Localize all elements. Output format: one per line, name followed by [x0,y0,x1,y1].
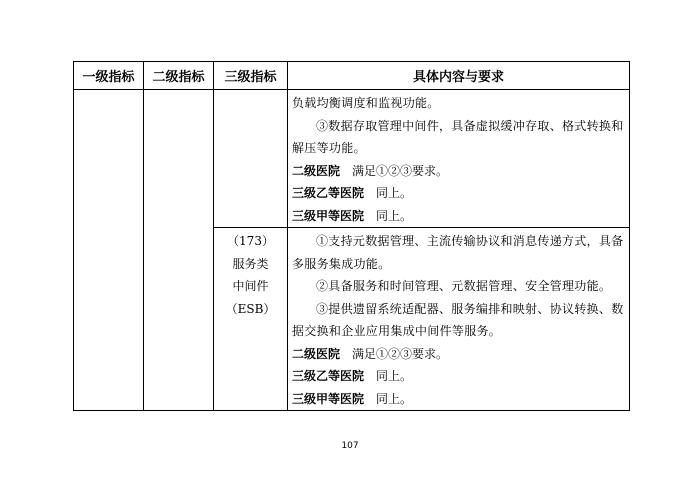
content-cell [288,228,630,411]
hospital-level-value: 满足①②③要求。 [352,163,449,178]
table-header-row [74,62,630,90]
level3-cell [214,228,288,411]
hospital-level-line [292,365,625,388]
level2-cell [144,90,214,411]
level3-cell [214,90,288,228]
level3-text-line: （173） [227,234,274,248]
hospital-level-value: 同上。 [376,391,413,406]
hospital-level-line [292,160,625,183]
hospital-level-line [292,343,625,366]
hospital-level-label: 三级乙等医院 [292,369,365,383]
level3-text-line: 中间件 [232,279,269,293]
hospital-level-value: 同上。 [376,369,413,383]
hospital-level-value: 同上。 [376,208,413,223]
hospital-level-line [292,182,625,205]
page-number: 107 [341,441,359,451]
header-content: 具体内容与要求 [288,62,630,90]
table-row [74,90,630,228]
requirements-table [73,61,630,411]
hospital-level-line [292,388,625,411]
header-level3: 三级指标 [214,62,288,90]
content-cell [288,90,630,228]
content-paragraph: ①支持元数据管理、主流传输协议和消息传递方式，具备多服务集成功能。 [292,234,624,271]
hospital-level-label: 二级医院 [292,346,341,361]
hospital-level-label: 三级甲等医院 [292,208,365,223]
hospital-level-label: 三级甲等医院 [292,391,365,406]
content-paragraph: ③提供遗留系统适配器、服务编排和映射、协议转换、数据交换和企业应用集成中间件等服务。 [292,301,624,338]
hospital-level-label: 三级乙等医院 [292,186,365,200]
content-paragraph: 负载均衡调度和监视功能。 [292,96,440,110]
content-paragraph: ②具备服务和时间管理、元数据管理、安全管理功能。 [316,279,612,293]
hospital-level-value: 满足①②③要求。 [352,346,449,361]
hospital-level-value: 同上。 [376,186,413,200]
header-level1: 一级指标 [74,62,144,90]
header-level2: 二级指标 [144,62,214,90]
level3-text-line: （ESB） [225,301,276,316]
hospital-level-label: 二级医院 [292,163,341,178]
hospital-level-line [292,205,625,228]
level3-text-line: 服务类 [232,256,269,271]
level1-cell [74,90,144,411]
content-paragraph: ③数据存取管理中间件，具备虚拟缓冲存取、格式转换和解压等功能。 [292,118,624,155]
